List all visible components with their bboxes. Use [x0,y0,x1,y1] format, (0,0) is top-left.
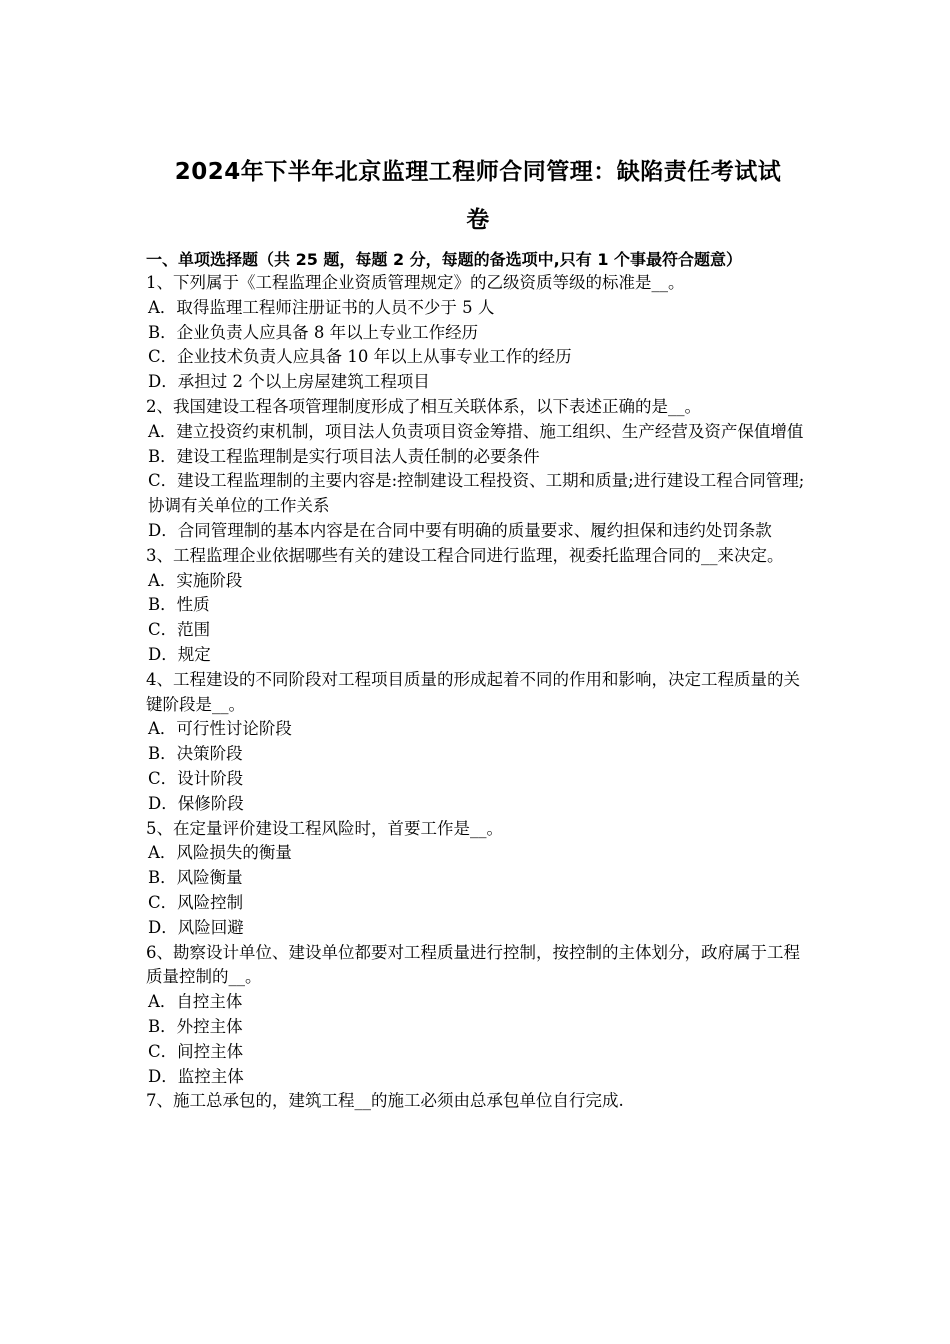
title-line-2: 卷 [466,207,490,233]
section-heading: 一、单项选择题（共 25 题，每题 2 分，每题的备选项中,只有 1 个事最符合题意） [146,250,743,269]
question-stem: 6、勘察设计单位、建设单位都要对工程质量进行控制，按控制的主体划分，政府属于工程质量控制的__。 [146,942,800,987]
option-b: B．外控主体 [148,1016,243,1036]
option-b: B．建设工程监理制是实行项目法人责任制的必要条件 [148,446,540,466]
title-line-1: 2024年下半年北京监理工程师合同管理：缺陷责任考试试 [174,159,782,185]
option-c: C．建设工程监理制的主要内容是:控制建设工程投资、工期和质量;进行建设工程合同管理;协调有关单位的工作关系 [148,471,805,516]
question-stem: 1、下列属于《工程监理企业资质管理规定》的乙级资质等级的标准是__。 [146,273,685,292]
question-stem: 3、工程监理企业依据哪些有关的建设工程合同进行监理，视委托监理合同的__来决定。 [146,545,784,565]
question-stem: 4、工程建设的不同阶段对工程项目质量的形成起着不同的作用和影响，决定工程质量的关键阶段是__。 [146,669,800,714]
document-title [146,148,810,244]
option-b: B．风险衡量 [148,868,243,888]
question-stem: 2、我国建设工程各项管理制度形成了相互关联体系，以下表述正确的是__。 [146,396,701,416]
question-3 [146,544,810,668]
question-7 [146,1089,810,1114]
option-c: C．企业技术负责人应具备 10 年以上从事专业工作的经历 [148,347,572,367]
question-list [146,271,810,1114]
option-b: B．性质 [148,595,210,615]
option-a: A．取得监理工程师注册证书的人员不少于 5 人 [148,297,495,317]
document-page [146,148,810,1114]
option-d: D．规定 [148,644,211,664]
option-d: D．风险回避 [148,917,244,937]
option-a: A．自控主体 [148,992,243,1012]
question-6 [146,941,810,1090]
question-2 [146,395,810,544]
option-c: C．范围 [148,620,211,640]
option-d: D．保修阶段 [148,793,244,813]
option-a: A．建立投资约束机制，项目法人负责项目资金筹措、施工组织、生产经营及资产保值增值 [148,421,804,441]
question-stem: 5、在定量评价建设工程风险时，首要工作是__。 [146,818,503,838]
option-d: D．承担过 2 个以上房屋建筑工程项目 [148,372,430,392]
option-d: D．合同管理制的基本内容是在合同中要有明确的质量要求、履约担保和违约处罚条款 [148,520,772,540]
question-stem: 7、施工总承包的，建筑工程__的施工必须由总承包单位自行完成. [146,1091,624,1111]
option-a: A．可行性讨论阶段 [148,719,292,739]
option-a: A．风险损失的衡量 [148,843,292,863]
option-d: D．监控主体 [148,1066,244,1086]
option-b: B．企业负责人应具备 8 年以上专业工作经历 [148,322,479,342]
option-a: A．实施阶段 [148,570,243,590]
option-c: C．间控主体 [148,1041,244,1061]
question-1 [146,271,810,395]
question-5 [146,817,810,941]
option-b: B．决策阶段 [148,744,243,764]
question-4 [146,668,810,817]
option-c: C．风险控制 [148,892,244,912]
option-c: C．设计阶段 [148,768,244,788]
